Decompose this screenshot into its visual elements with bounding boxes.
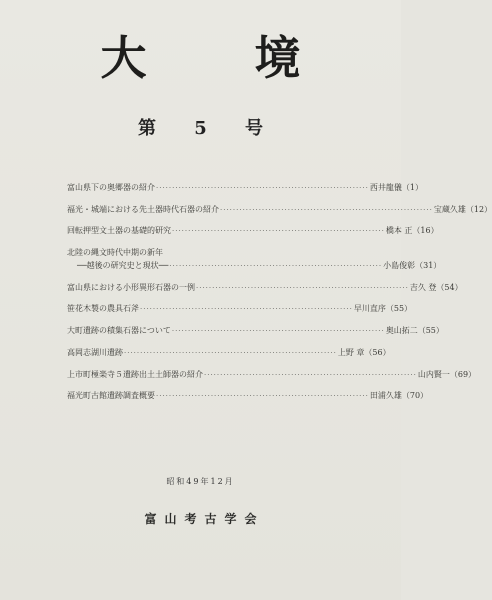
page-title: 大 境 [100, 31, 347, 85]
toc-entry [67, 304, 413, 314]
toc-entry-title: 福光町古館遺跡調査概要 [67, 391, 155, 401]
toc-entry-author: 橋本 正（16） [385, 226, 439, 236]
toc-entry [67, 183, 423, 193]
issue-number: 第 5 号 [137, 118, 280, 139]
toc-entry-author: 早川直序（55） [353, 304, 413, 314]
toc-leader: ·································································· [196, 283, 409, 292]
toc-leader: ·································································· [171, 327, 385, 336]
toc-entry [67, 226, 439, 236]
toc-entry-author: 宝蔵久雄（12） [433, 204, 492, 214]
toc-entry [67, 391, 429, 401]
toc-leader: ·································································· [172, 227, 385, 236]
toc-entry-author: 吉久 登（54） [409, 282, 463, 292]
publication-date: 昭和49年12月 [166, 477, 235, 486]
toc-entry-title: 北陸の縄文時代中期の新年 [67, 248, 163, 258]
toc-entry [67, 369, 477, 380]
toc-entry [67, 326, 444, 336]
toc-entry-title: 高岡志湖川遺跡 [67, 347, 123, 357]
toc-leader: ·································································· [124, 348, 337, 357]
toc-leader: ·································································· [140, 305, 353, 314]
toc-entry-title: 上市町極楽寺５遺跡出土土師器の紹介 [67, 369, 203, 379]
toc-leader: ·································································· [169, 262, 383, 271]
toc-entry [67, 261, 442, 271]
toc-entry-author: 奥山拓二（55） [385, 326, 444, 336]
toc-entry-author: 田浦久雄（70） [369, 391, 429, 401]
toc-entry-author: 上野 章（56） [337, 347, 391, 357]
toc-entry-title: 笹花木製の農具石斧 [67, 304, 139, 314]
publisher-name: 富山考古学会 [144, 512, 265, 526]
toc-entry-title: 福光・城端における先土器時代石器の紹介 [67, 204, 219, 214]
toc-entry-subtitle: ──越後の研究史と現状── [77, 261, 169, 271]
toc-entry-author: 山内賢一（69） [417, 369, 477, 379]
toc-leader: ·································································· [204, 370, 417, 379]
toc-entry [67, 282, 463, 293]
toc-entry-author: 小島俊彰（31） [383, 261, 442, 271]
toc-leader: ·································································· [156, 392, 369, 401]
toc-entry-author: 西井龍儀（1） [369, 183, 423, 192]
toc-leader: ·································································· [220, 205, 433, 214]
toc-entry-title: 回転押型文土器の基礎的研究 [67, 226, 171, 236]
toc-entry-title: 富山県下の奥郷器の紹介 [67, 183, 155, 192]
toc-leader: ·································································· [156, 184, 369, 192]
toc-entry-title: 大町遺跡の積集石器について [67, 326, 171, 336]
toc-entry-title: 富山県における小形異形石器の一例 [67, 282, 195, 292]
toc-entry [67, 248, 367, 258]
toc-entry [67, 347, 391, 358]
table-of-contents [67, 183, 492, 413]
toc-entry [67, 204, 492, 215]
